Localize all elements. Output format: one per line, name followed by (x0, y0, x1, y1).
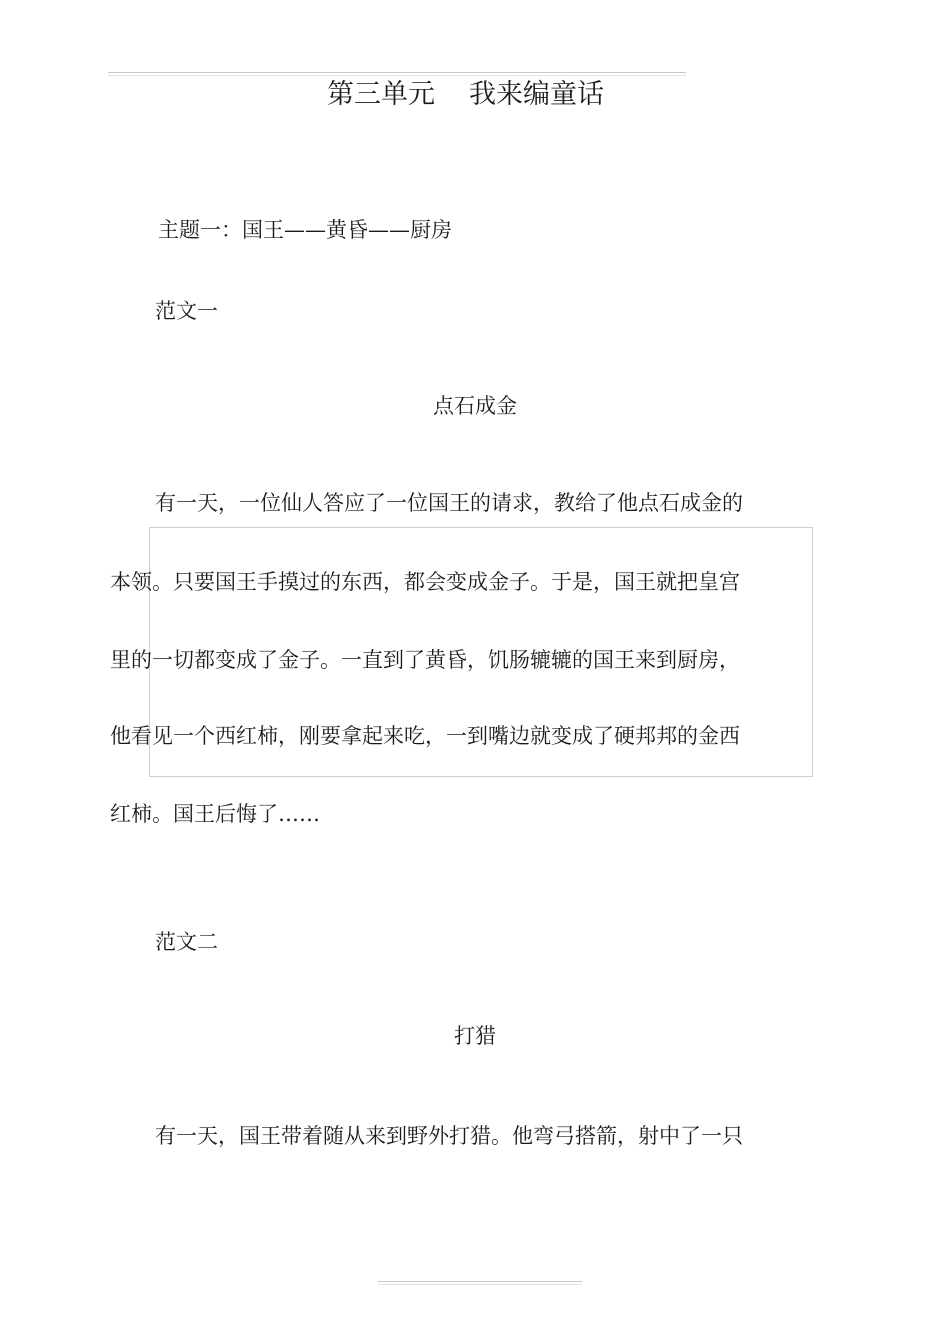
essay2-title: 打猎 (454, 1024, 496, 1048)
essay1-line-4: 他看见一个西红柿，刚要拿起来吃，一到嘴边就变成了硬邦邦的金西 (110, 724, 740, 748)
essay1-line-3: 里的一切都变成了金子。一直到了黄昏，饥肠辘辘的国王来到厨房， (110, 648, 740, 672)
essay1-line-5: 红柿。国王后悔了…… (110, 802, 320, 826)
unit-title (327, 72, 604, 111)
unit-number: 第三单元 (327, 79, 435, 110)
essay1-line-2: 本领。只要国王手摸过的东西，都会变成金子。于是，国王就把皇宫 (110, 570, 740, 594)
essay2-label: 范文二 (155, 930, 218, 954)
theme-heading: 主题一：国王——黄昏——厨房 (158, 218, 452, 242)
essay1-label: 范文一 (155, 299, 218, 323)
unit-name: 我来编童话 (469, 79, 604, 110)
essay1-line-1: 有一天，一位仙人答应了一位国王的请求，教给了他点石成金的 (155, 491, 743, 515)
footer-rule (378, 1281, 582, 1285)
essay1-title: 点石成金 (433, 394, 517, 418)
essay2-line-1: 有一天，国王带着随从来到野外打猎。他弯弓搭箭，射中了一只 (155, 1124, 743, 1148)
